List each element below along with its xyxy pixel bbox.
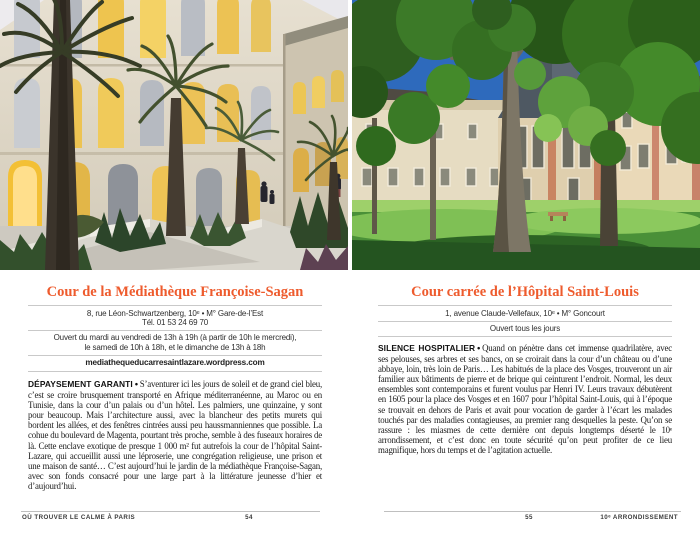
left-body-text: S’aventurer ici les jours de soleil et de grand ciel bleu, c’est se croire brusquement transporté en Afrique méditerranéenne, au Maroc ou en Tunisie, dans la cour d’un palais ou d’un hôtel. Les palmiers, une quinzaine, y sont pour beaucoup. Mais l’architecture aussi, avec la blancheur des petits murets qui bordent les allées, et des fenêtres cintrées aussi peu haussmanniennes que possible. La cohue du boulevard de Magenta, pourtant très proche, semble à des fuseaux horaires de là. Cette enclave exotique de presque 1 000 m² fut autrefois la cour de l’hôpital Saint-Lazare, qui accueillit aussi une léproserie, une congrégation religieuse, une prison et une maison de santé… C’est aujourd’hui le jardin de la médiathèque Françoise-Sagan, avec son fonds consacré pour une large part à la littérature jeunesse d’hier et d’aujourd’hui. <box>28 379 322 492</box>
left-address-line: 8, rue Léon-Schwartzenberg, 10ᵉ • M° Gare-de-l’Est <box>86 308 264 318</box>
left-hours-line-1: Ouvert du mardi au vendredi de 13h à 19h (à partir de 10h le mercredi), <box>53 333 297 343</box>
divider <box>378 321 672 322</box>
divider <box>28 355 322 356</box>
mediatheque-courtyard-illustration <box>0 0 348 270</box>
right-body-text: Quand on pénètre dans cet immense quadrilatère, avec ses pelouses, ses arbres et ses bancs, on se croirait dans la cour d’un château ou d’une abbaye, loin, très loin de Paris… Les habitués de la place des Vosges, trouveront un air familier aux bâtiments de pierre et de brique qui ceinturent l’endroit. Normal, les deux ensembles sont contemporains et furent voulus par Henri IV. Leurs travaux débutèrent en 1605 pour la place des Vosges et en 1607 pour l’hôpital Saint-Louis, qui à l’époque se trouvait en dehors de Paris et avait pour vocation de garder à l’écart les malades touchés par des maladies contagieuses, au premier rang desquelles la peste. Qu’on se rassure : les miasmes de cette dernière ont depuis longtemps déserté le 10ᵉ arrondissement, et c’est donc en toute sécurité qu’on peut profiter de ce lieu magnifique, hors du temps et de l’agitation actuelle. <box>378 343 672 456</box>
right-footer-rule <box>384 511 681 512</box>
left-website: mediathequeducarresaintlazare.wordpress.com <box>85 358 265 368</box>
left-body-paragraph <box>28 379 322 491</box>
lead-bullet: • <box>134 379 138 390</box>
divider <box>28 371 322 372</box>
hopital-courtyard-illustration <box>352 0 700 270</box>
divider <box>378 305 672 306</box>
left-page-number: 54 <box>245 514 253 521</box>
right-page-number: 55 <box>525 514 533 521</box>
right-page-title: Cour carrée de l’Hôpital Saint-Louis <box>411 284 639 300</box>
divider <box>28 330 322 331</box>
right-running-footer: 10ᵉ ARRONDISSEMENT <box>600 514 678 521</box>
lead-bullet: • <box>477 343 481 354</box>
right-hours-line: Ouvert tous les jours <box>489 324 561 334</box>
right-body-paragraph <box>378 343 672 455</box>
right-address-line: 1, avenue Claude-Vellefaux, 10ᵉ • M° Goncourt <box>445 308 605 318</box>
divider <box>28 305 322 306</box>
left-page <box>28 284 322 492</box>
photo-mediatheque-courtyard <box>0 0 348 270</box>
photo-hopital-saint-louis-courtyard <box>352 0 700 270</box>
left-hours-line-2: le samedi de 10h à 18h, et le dimanche de 13h à 18h <box>84 342 266 352</box>
divider <box>378 336 672 337</box>
left-running-footer: OÙ TROUVER LE CALME À PARIS <box>22 514 136 521</box>
left-phone-line: Tél. 01 53 24 69 70 <box>141 317 209 327</box>
left-page-title: Cour de la Médiathèque Françoise-Sagan <box>46 284 304 300</box>
right-lead-in: SILENCE HOSPITALIER <box>378 343 476 354</box>
right-page <box>378 284 672 456</box>
left-lead-in: DÉPAYSEMENT GARANTI <box>28 379 133 390</box>
left-footer-rule <box>21 511 320 512</box>
